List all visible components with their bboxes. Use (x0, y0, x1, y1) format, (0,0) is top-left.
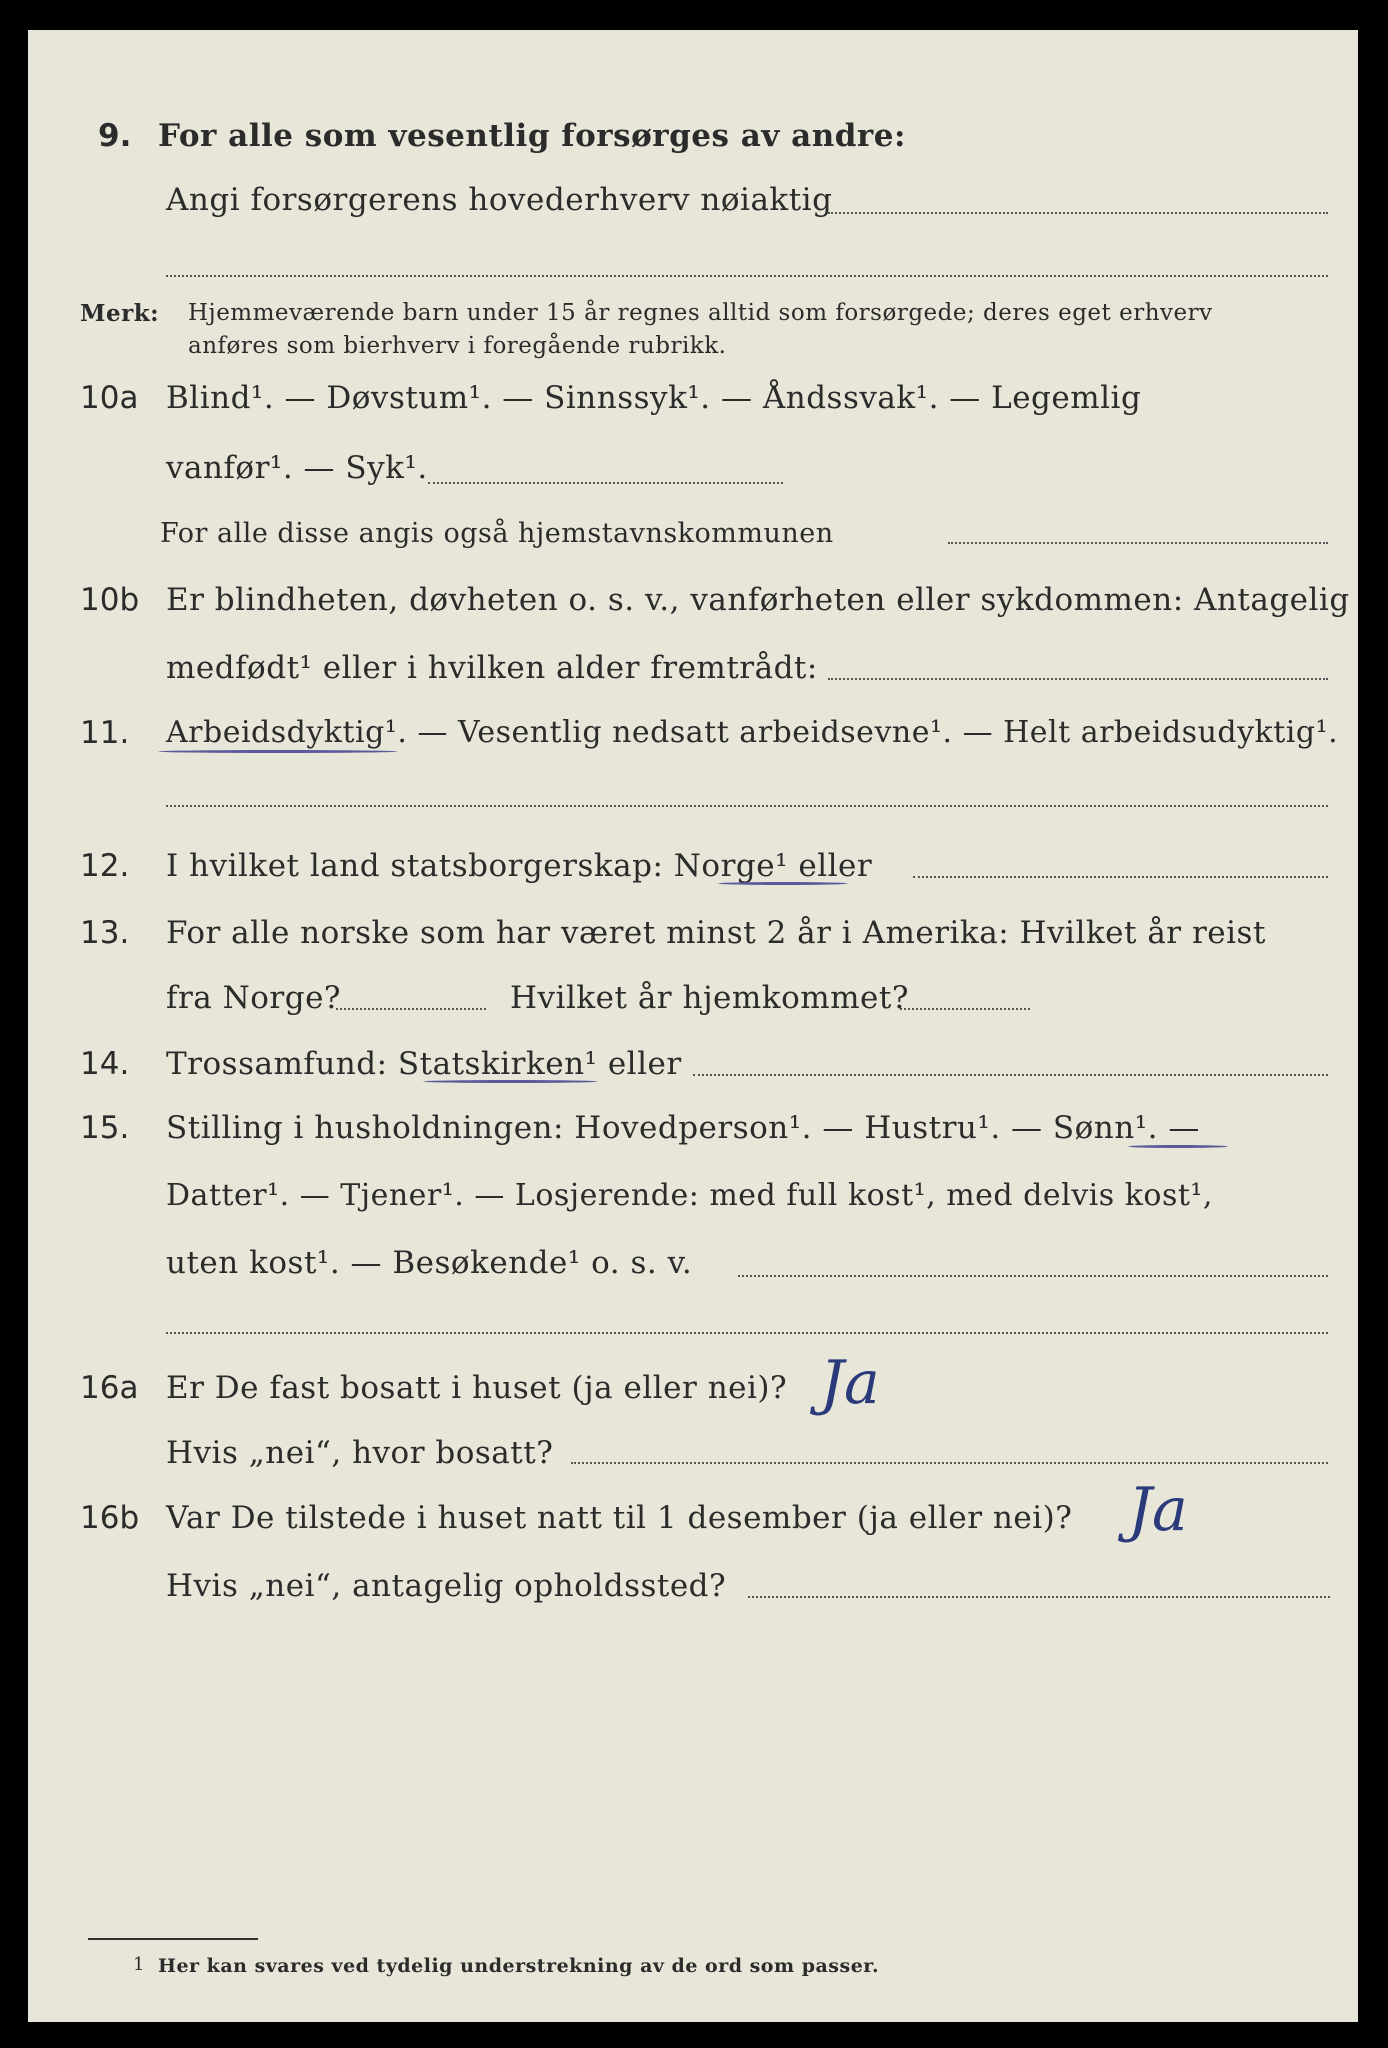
q13-line-2a: fra Norge? (166, 980, 342, 1016)
q16b-answer-line (748, 1596, 1330, 1598)
q16a-number: 16a (80, 1370, 139, 1406)
q16b-handwritten-answer: Ja (1128, 1475, 1188, 1545)
q14-answer-line (693, 1074, 1328, 1076)
q10a-line-1: Blind¹. — Døvstum¹. — Sinnssyk¹. — Åndssvak¹. — Legemlig (166, 380, 1142, 416)
q10b-line-2: medfødt¹ eller i hvilken alder fremtrådt: (166, 650, 818, 686)
q15-number: 15. (80, 1110, 130, 1146)
q10a-syk-line (428, 482, 783, 484)
q16a-line-1: Er De fast bosatt i huset (ja eller nei)? (166, 1370, 788, 1406)
q10a-line-2: vanfør¹. — Syk¹. (166, 450, 428, 486)
q15-answer-line (738, 1275, 1328, 1277)
q15-line-1: Stilling i husholdningen: Hovedperson¹. — Hustru¹. — Sønn¹. — (166, 1110, 1200, 1146)
q9-number: 9. (98, 118, 132, 154)
q13-reist-line (336, 1008, 486, 1010)
q15-line-2: Datter¹. — Tjener¹. — Losjerende: med full kost¹, med delvis kost¹, (166, 1178, 1213, 1213)
q12-number: 12. (80, 848, 130, 884)
q16b-line-2: Hvis „nei“, antagelig opholdssted? (166, 1568, 727, 1604)
q14-line-1: Trossamfund: Statskirken¹ eller (166, 1046, 682, 1082)
footnote-mark: 1 (133, 1954, 145, 1975)
q12-underline-mark (718, 882, 848, 885)
q10a-kommune-line (948, 542, 1328, 544)
q9-answer-line-2 (166, 275, 1328, 277)
q10b-line-1: Er blindheten, døvheten o. s. v., vanførheten eller sykdommen: Antagelig (166, 582, 1350, 618)
q12-line-1: I hvilket land statsborgerskap: Norge¹ eller (166, 848, 873, 884)
q11-answer-line (166, 805, 1328, 807)
q13-number: 13. (80, 915, 130, 951)
q16a-line-2: Hvis „nei“, hvor bosatt? (166, 1435, 554, 1471)
q15-line-3: uten kost¹. — Besøkende¹ o. s. v. (166, 1245, 693, 1281)
q14-number: 14. (80, 1046, 130, 1082)
footnote-rule (88, 1938, 258, 1940)
q16a-handwritten-answer: Ja (820, 1348, 880, 1418)
q16a-answer-line (571, 1462, 1328, 1464)
q11-line-1: Arbeidsdyktig¹. — Vesentlig nedsatt arbeidsevne¹. — Helt arbeidsudyktig¹. (166, 715, 1339, 750)
merk-line-1: Hjemmeværende barn under 15 år regnes alltid som forsørgede; deres eget erhverv (188, 300, 1213, 326)
q10b-number: 10b (80, 582, 140, 618)
q9-heading: For alle som vesentlig forsørges av andre: (158, 118, 906, 154)
q16b-line-1: Var De tilstede i huset natt til 1 desember (ja eller nei)? (166, 1500, 1073, 1536)
q9-answer-line (828, 212, 1328, 214)
q11-underline-mark (158, 750, 398, 753)
merk-line-2: anføres som bierhverv i foregående rubrikk. (188, 333, 727, 359)
q16b-number: 16b (80, 1500, 140, 1536)
q13-hjemkommet-line (900, 1008, 1030, 1010)
census-form-page (28, 30, 1358, 2022)
q10a-number: 10a (80, 380, 139, 416)
q10b-answer-line (828, 678, 1328, 680)
q12-answer-line (913, 876, 1328, 878)
q10a-line-3: For alle disse angis også hjemstavnskommunen (160, 518, 834, 549)
q13-line-1: For alle norske som har været minst 2 år i Amerika: Hvilket år reist (166, 915, 1266, 951)
q15-answer-line-2 (166, 1332, 1328, 1334)
q14-underline-mark (423, 1080, 598, 1083)
q15-underline-mark (1128, 1145, 1228, 1148)
footnote-text: Her kan svares ved tydelig understrekning av de ord som passer. (158, 1955, 880, 1977)
merk-label: Merk: (80, 300, 160, 327)
q9-prompt: Angi forsørgerens hovederhverv nøiaktig (166, 182, 833, 218)
q11-number: 11. (80, 715, 130, 751)
q13-line-2b: Hvilket år hjemkommet? (510, 980, 909, 1016)
